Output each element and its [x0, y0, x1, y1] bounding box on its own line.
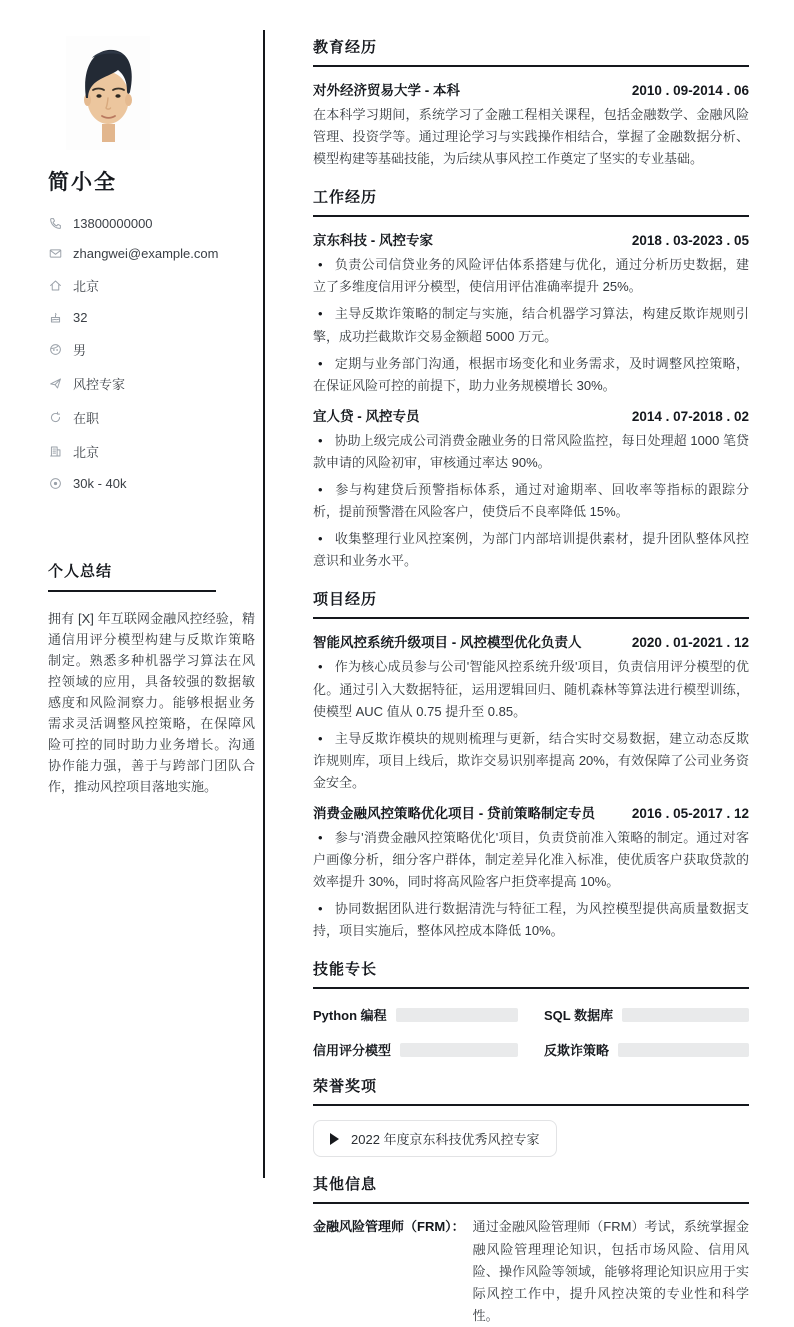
- section-work: [313, 186, 749, 572]
- contact-item-email: [48, 246, 254, 261]
- projects-title: 项目经历: [313, 588, 749, 619]
- education-date: 2010 . 09-2014 . 06: [631, 83, 749, 98]
- other-info-title: 其他信息: [313, 1173, 749, 1204]
- summary-text: 拥有 [X] 年互联网金融风控经验，精通信用评分模型构建与反欺诈策略制定。熟悉多种机器学习算法在风控领域的应用，具备较强的数据敏感度和风险洞察力。能够根据业务需求灵活调整风控策略，在保障风险可控的同时助力业务增长。沟通协作能力强，善于与跨部门团队合作，推动风控项目落地实施。: [48, 611, 255, 795]
- contact-item-phone: [48, 216, 254, 231]
- skill-bar-track: [396, 1008, 518, 1022]
- skill-label: 信用评分模型: [313, 1043, 392, 1059]
- contact-item-city: [48, 442, 254, 461]
- work1-bullet: • 负责公司信贷业务的风险评估体系搭建与优化，通过分析历史数据，建立了多维度信用评分模型，使信用评估准确率提升 25%。: [313, 254, 749, 298]
- bullet-dot-icon: •: [318, 306, 323, 322]
- home-icon: [48, 279, 62, 293]
- work1-bullet: • 主导反欺诈策略的制定与实施，结合机器学习算法，构建反欺诈规则引擎，成功拦截欺诈交易金额超 5000 万元。: [313, 303, 749, 347]
- summary-title: 个人总结: [48, 560, 216, 592]
- skill-credit-scoring: [313, 1040, 518, 1059]
- project2-name-role: 消费金融风控策略优化项目 - 贷前策略制定专员: [313, 805, 595, 821]
- location-value: 北京: [73, 279, 100, 294]
- objective-value: 风控专家: [73, 377, 126, 392]
- work2-bullet: • 参与构建贷后预警指标体系，通过对逾期率、回收率等指标的跟踪分析，提前预警潜在风险客户，使贷后不良率降低 15%。: [313, 479, 749, 523]
- contact-item-age: [48, 310, 254, 325]
- skill-label: Python 编程: [313, 1008, 387, 1024]
- bullet-dot-icon: •: [318, 659, 323, 675]
- personal-summary-section: [48, 560, 255, 797]
- skill-label: 反欺诈策略: [544, 1043, 610, 1059]
- section-honors: [313, 1075, 749, 1157]
- contact-item-objective: [48, 374, 254, 393]
- section-education: [313, 36, 749, 170]
- salary-value: 30k - 40k: [73, 476, 127, 491]
- status-value: 在职: [73, 411, 100, 426]
- work2-date: 2014 . 07-2018 . 02: [631, 408, 749, 424]
- candidate-name: 简小全: [48, 171, 117, 194]
- salary-target-icon: [48, 477, 62, 491]
- honor-badge: [313, 1120, 557, 1157]
- work-title: 工作经历: [313, 186, 749, 217]
- skill-sql: [544, 1005, 749, 1024]
- bullet-dot-icon: •: [318, 355, 323, 371]
- work-entry-1: [313, 229, 749, 397]
- section-skills: [313, 958, 749, 1059]
- building-icon: [48, 445, 62, 459]
- mail-icon: [48, 247, 62, 261]
- skill-python: [313, 1005, 518, 1024]
- contact-item-status: [48, 408, 254, 427]
- gender-face-icon: [48, 343, 62, 357]
- work1-date: 2018 . 03-2023 . 05: [631, 233, 749, 249]
- portrait-illustration: [66, 36, 150, 150]
- section-other-info: [313, 1173, 749, 1326]
- skills-title: 技能专长: [313, 958, 749, 989]
- education-entry: [313, 79, 749, 170]
- contact-item-location: [48, 276, 254, 295]
- work-entry-2: [313, 405, 749, 573]
- bullet-dot-icon: •: [318, 730, 323, 746]
- skill-bar-track: [618, 1043, 749, 1057]
- skill-label: SQL 数据库: [544, 1008, 614, 1024]
- certification-description: 通过金融风险管理师（FRM）考试，系统掌握金融风险管理理论知识，包括市场风险、信用风险、操作风险等领域，能够将理论知识应用于实际风控工作中，提升风控决策的专业性和科学性。: [472, 1219, 749, 1323]
- age-value: 32: [73, 310, 88, 325]
- certification-term: 金融风险管理师（FRM）：: [313, 1219, 465, 1235]
- education-description: 在本科学习期间，系统学习了金融工程相关课程，包括金融数学、金融风险管理、投资学等。通过理论学习与实践操作相结合，掌握了金融数据分析、模型构建等基础技能，为后续从事风控工作奠定了坚实的专业基础。: [313, 107, 749, 167]
- bullet-dot-icon: •: [318, 829, 323, 845]
- project1-bullet: • 主导反欺诈模块的规则梳理与更新，结合实时交易数据，建立动态反欺诈规则库，项目上线后，欺诈交易识别率提高 20%，有效保障了公司业务资金安全。: [313, 728, 749, 794]
- profile-photo: [66, 36, 150, 150]
- work2-bullet: • 收集整理行业风控案例，为部门内部培训提供素材，提升团队整体风控意识和业务水平。: [313, 528, 749, 572]
- column-divider: [263, 30, 265, 1178]
- skill-bar-track: [622, 1008, 749, 1022]
- project2-date: 2016 . 05-2017 . 12: [631, 805, 749, 821]
- play-triangle-icon: [330, 1133, 339, 1145]
- skill-bar-track: [400, 1043, 518, 1057]
- honors-title: 荣誉奖项: [313, 1075, 749, 1106]
- bullet-dot-icon: •: [318, 482, 323, 498]
- project2-bullet: • 协同数据团队进行数据清洗与特征工程，为风控模型提供高质量数据支持，项目实施后，整体风控成本降低 10%。: [313, 898, 749, 942]
- main-column: [313, 36, 749, 1327]
- certification-row: [313, 1216, 749, 1326]
- project1-date: 2020 . 01-2021 . 12: [631, 635, 749, 651]
- bullet-dot-icon: •: [318, 432, 323, 448]
- project-entry-1: [313, 631, 749, 794]
- education-title: 教育经历: [313, 36, 749, 67]
- project1-name-role: 智能风控系统升级项目 - 风控模型优化负责人: [313, 635, 582, 651]
- work1-company-role: 京东科技 - 风控专家: [313, 233, 433, 249]
- project2-bullet: • 参与'消费金融风控策略优化'项目，负责贷前准入策略的制定。通过对客户画像分析，细分客户群体，制定差异化准入标准，使优质客户获取贷款的效率提升 30%，同时将高风险客户拒贷率提高 10%。: [313, 827, 749, 893]
- honor-text: 2022 年度京东科技优秀风控专家: [351, 1132, 540, 1148]
- phone-value: 13800000000: [73, 216, 153, 231]
- bullet-dot-icon: •: [318, 257, 323, 273]
- status-sync-icon: [48, 411, 62, 425]
- contact-item-gender: [48, 340, 254, 359]
- age-cake-icon: [48, 311, 62, 325]
- bullet-dot-icon: •: [318, 901, 323, 917]
- email-value: zhangwei@example.com: [73, 246, 219, 261]
- skills-grid: [313, 1005, 749, 1059]
- phone-icon: [48, 217, 62, 231]
- contact-list: [48, 216, 254, 491]
- work2-bullet: • 协助上级完成公司消费金融业务的日常风险监控，每日处理超 1000 笔贷款申请的风险初审，审核通过率达 90%。: [313, 430, 749, 474]
- bullet-dot-icon: •: [318, 531, 323, 547]
- work1-bullet: • 定期与业务部门沟通，根据市场变化和业务需求，及时调整风控策略，在保证风险可控的前提下，助力业务规模增长 30%。: [313, 353, 749, 397]
- education-school: 对外经济贸易大学 - 本科: [313, 83, 460, 98]
- sidebar: [48, 36, 254, 506]
- project-entry-2: [313, 802, 749, 942]
- section-projects: [313, 588, 749, 942]
- city-value: 北京: [73, 445, 100, 460]
- gender-value: 男: [73, 343, 87, 358]
- contact-item-salary: [48, 476, 254, 491]
- project1-bullet: • 作为核心成员参与公司'智能风控系统升级'项目，负责信用评分模型的优化。通过引入大数据特征，运用逻辑回归、随机森林等算法进行模型训练，使模型 AUC 值从 0.75 提升至 0.85。: [313, 656, 749, 722]
- work2-company-role: 宜人贷 - 风控专员: [313, 408, 420, 424]
- paper-plane-icon: [48, 377, 62, 391]
- skill-antifraud: [544, 1040, 749, 1059]
